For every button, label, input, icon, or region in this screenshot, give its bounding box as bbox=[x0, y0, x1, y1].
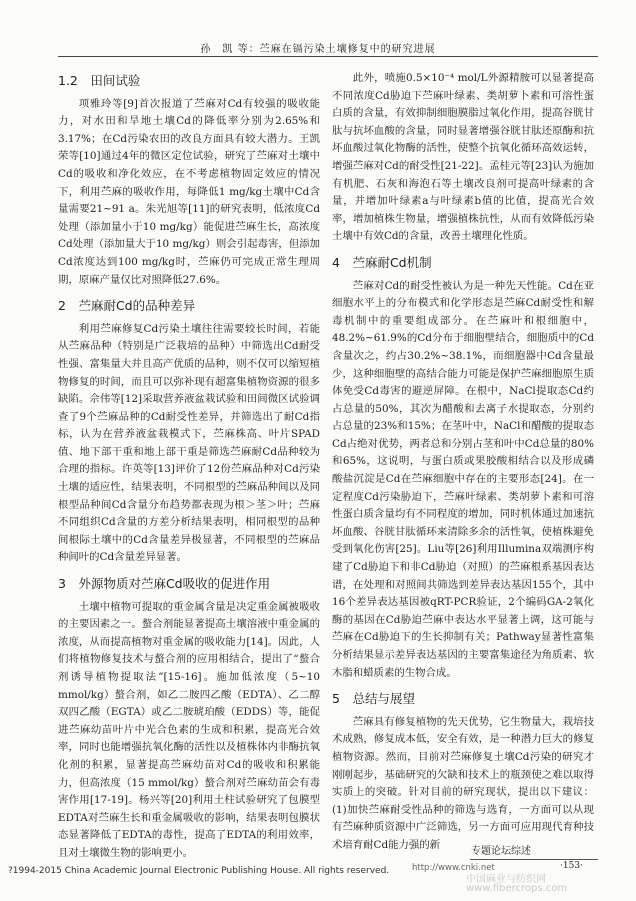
cnki-url[interactable]: http://www.cnki.net bbox=[412, 863, 495, 873]
header-divider bbox=[58, 56, 598, 57]
running-header: 孙 凯 等：苎麻在镉污染土壤修复中的研究进展 bbox=[200, 44, 436, 55]
footer-section-label: 专题论坛综述 bbox=[471, 846, 531, 857]
section-5-heading: 5 总结与展望 bbox=[332, 691, 415, 707]
section-5-paragraph: 苎麻具有修复植物的先天优势，它生物量大，栽培技术成熟，修复成本低，安全有效，是一种潜力巨大的修复植物资源。然而，目前对苎麻修复土壤Cd污染的研究才刚刚起步，基础研究的欠缺和技术上的瓶颈使之难以取得实质上的突破。针对目前的研究现状，提出以下建议：(1)加快苎麻耐受性品种的筛选与选育，一方面可以从现有苎麻种质资源中广泛筛选，另一方面可应用现代育种技术培育耐Cd能力强的新 bbox=[332, 715, 594, 851]
copyright-notice: ?1994-2015 China Academic Journal Electronic Publishing House. All rights reserved. bbox=[8, 866, 390, 876]
footer-divider bbox=[470, 859, 598, 860]
watermark-name: 中国麻业与纺织网 bbox=[466, 874, 546, 885]
section-3-heading: 3 外源物质对苎麻Cd吸收的促进作用 bbox=[58, 576, 271, 592]
right-column bbox=[332, 70, 594, 856]
section-1-2-heading: 1.2 田间试验 bbox=[58, 73, 141, 88]
page-number: ·153· bbox=[560, 861, 583, 871]
section-2-heading: 2 苎麻耐Cd的品种差异 bbox=[58, 298, 196, 314]
section-4-paragraph: 苎麻对Cd的耐受性被认为是一种先天性能。Cd在亚细胞水平上的分布模式和化学形态是苎麻Cd耐受性和解毒机制中的重要组成部分。在苎麻叶和根细胞中，48.2%~61.9%的Cd分布于细胞壁结合，细胞质中的Cd含量次之，约占30.2%~38.1%，而细胞器中Cd含量最少，这种细胞壁的高结合能力可能是保护苎麻细胞原生质体免受Cd毒害的避逆屏障。在根中，NaCl提取态Cd约占总量的50%，其次为醋酸和去离子水提取态，分别约占总量的23%和15%；在茎叶中，NaCl和醋酸的提取态Cd占绝对优势，两者总和分别占茎和叶中Cd总量的80%和65%，这说明，与蛋白质或果胶酸相结合以及形成磷酸盐沉淀是Cd在苎麻细胞中存在的主要形态[24]。在一定程度Cd污染胁迫下，苎麻叶绿素、类胡萝卜素和可溶性蛋白质含量均有不同程度的增加，同时机体通过加速抗坏血酸、谷胱甘肽循环来清除多余的活性氧，使植株避免受到氧化伤害[25]。Liu等[26]利用Illumina双端测序构建了Cd胁迫下和非Cd胁迫（对照）的苎麻根系基因表达谱，在处理和对照间共筛选到差异表达基因155个，其中16个差异表达基因被qRT-PCR验证，2个编码GA-2氧化酶的基因在Cd胁迫苎麻中表达水平显著上调，这可能与苎麻在Cd胁迫下的生长抑制有关；Pathway显著性富集分析结果显示差异表达基因的主要富集途径为角质素、软木脂和蜡质素的生物合成。 bbox=[332, 279, 594, 679]
section-4-heading: 4 苎麻耐Cd机制 bbox=[332, 254, 432, 270]
section-2-paragraph: 利用苎麻修复Cd污染土壤往往需要较长时间，若能从苎麻品种（特别是广泛栽培的品种）中筛选出Cd耐受性强、富集量大并且高产优质的品种，则不仅可以缩短植物修复的时间，而且可以弥补现有超富集植物资源的很多缺陷。佘伟等[12]采取营养液盆栽试验和田间微区试验调查了9个苎麻品种的Cd耐受性差异，并筛选出了耐Cd指标，认为在营养液盆栽模式下，苎麻株高、叶片SPAD值、地下部干重和地上部干重是筛选苎麻耐Cd品种较为合理的指标。许英等[13]评价了12份苎麻品种对Cd污染土壤的适应性，结果表明，不同根型的苎麻品种间以及同根型品种间Cd含量分布趋势都表现为根＞茎＞叶；苎麻不同组织Cd含量的方差分析结果表明，相同根型的品种间根际土壤中的Cd含量差异极显著，不同根型的苎麻品种间叶的Cd含量差异显著。 bbox=[58, 322, 320, 564]
section-1-2-paragraph: 项雅玲等[9]首次报道了苎麻对Cd有较强的吸收能力，对水田和旱地土壤Cd的降低率分别为2.65%和3.17%；在Cd污染农田的改良方面具有较大潜力。王凯荣等[10]通过4年的微区定位试验，研究了苎麻对土壤中Cd的吸收和净化效应，在不考虑植物固定效应的情况下，利用苎麻的吸收作用，每降低1 mg/kg土壤中Cd含量需要21~91 a。朱光旭等[11]的研究表明，低浓度Cd处理（添加量小于10 mg/kg）能促进苎麻生长，高浓度Cd处理（添加量大于10 mg/kg）则会引起毒害，但添加Cd浓度达到100 mg/kg时，苎麻仍可完成正常生理周期，原麻产量仅比对照降低27.6%。 bbox=[58, 97, 320, 286]
left-column bbox=[58, 70, 320, 864]
section-3-continued-paragraph: 此外，喷施0.5×10⁻⁴ mol/L外源精胺可以显著提高不同浓度Cd胁迫下苎麻叶绿素、类胡萝卜素和可溶性蛋白质的含量，有效抑制细胞膜脂过氧化作用，提高谷胱甘肽与抗坏血酸的含量，同时显著增强谷胱甘肽还原酶和抗坏血酸过氧化物酶的活性，使整个抗氧化循环高效运转，增强苎麻对Cd的耐受性[21-22]。孟桂元等[23]认为施加有机肥、石灰和海泡石等土壤改良剂可提高叶绿素的含量，并增加叶绿素a与叶绿素b值的比值，提高光合效率，增加植株生物量，增强植株抗性，从而有效降低污染土壤中有效Cd的含量，改善土壤理化性质。 bbox=[332, 72, 594, 243]
section-3-paragraph: 土壤中植物可提取的重金属含量是决定重金属被吸收的主要因素之一。螯合剂能显著提高土壤溶液中重金属的浓度，从而提高植物对重金属的吸收能力[14]。因此，人们将植物修复技术与螯合剂的应用相结合，提出了“螯合剂诱导植物提取法”[15-16]。施加低浓度（5~10 mmol/kg）螯合剂，如乙二胺四乙酸（EDTA）、乙二醇双四乙酸（EGTA）或乙二胺琥珀酸（EDDS）等，能促进苎麻幼苗叶片中光合色素的生成和积累，提高光合效率，同时也能增强抗氧化酶的活性以及植株体内非酶抗氧化剂的积累，显著提高苎麻幼苗对Cd的吸收和积累能力，但高浓度（15 mmol/kg）螯合剂对苎麻幼苗会有毒害作用[17-19]。杨兴等[20]利用土柱试验研究了包膜型EDTA对苎麻生长和重金属吸收的影响，结果表明包膜状态显著降低了EDTA的毒性，提高了EDTA的利用效率，且对土壤微生物的影响更小。 bbox=[58, 600, 320, 859]
watermark-url: www.fibercrops.com bbox=[466, 883, 568, 894]
